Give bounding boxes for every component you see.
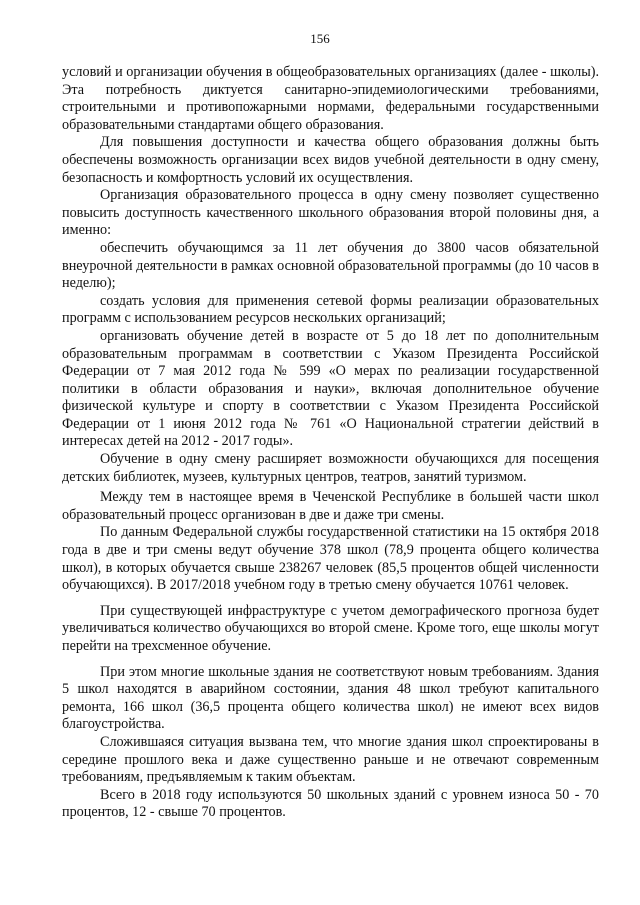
paragraph-3: Организация образовательного процесса в одну смену позволяет существенно повысить доступность качественного школьного образования второй половины дня, а именно: — [62, 187, 599, 239]
paragraph-12: Сложившаяся ситуация вызвана тем, что многие здания школ спроектированы в середине прошлого века и даже существенно раньше и не отвечают современным требованиям, предъявляемым к таким объектам. — [62, 733, 599, 786]
paragraph-5: создать условия для применения сетевой формы реализации образовательных программ с использованием ресурсов нескольких организаций; — [62, 292, 599, 327]
paragraph-2: Для повышения доступности и качества общего образования должны быть обеспечены возможность организации всех видов учебной деятельности в одну смену, безопасность и комфортность условий их осуществления. — [62, 134, 599, 186]
paragraph-11: При этом многие школьные здания не соответствуют новым требованиям. Здания 5 школ находятся в аварийном состоянии, здания 48 школ требуют капитального ремонта, 166 школ (36,5 процента общего количества школ) не имеют всех видов благоустройства. — [62, 663, 599, 733]
page-number: 156 — [310, 31, 330, 46]
paragraph-10: При существующей инфраструктуре с учетом демографического прогноза будет увеличиваться количество обучающихся во второй смене. Кроме того, еще школы могут перейти на трехсменное обучение. — [62, 602, 599, 654]
paragraph-6: организовать обучение детей в возрасте от 5 до 18 лет по дополнительным образовательным программам в соответствии с Указом Президента Российской Федерации от 7 мая 2012 года № 599 «О мерах по реализации государственной политики в области образования и науки», включая дополнительное обучение физической культуре и спорту в соответствии с Указом Президента Российской Федерации от 1 июня 2012 года № 761 «О Национальной стратегии действий в интересах детей на 2012 - 2017 годы». — [62, 327, 599, 450]
paragraph-8: Между тем в настоящее время в Чеченской Республике в большей части школ образовательный процесс организован в две и даже три смены. — [62, 489, 599, 523]
paragraph-9: По данным Федеральной службы государственной статистики на 15 октября 2018 года в две и три смены ведут обучение 378 школ (78,9 процента общего количества школ), в которых обучается свыше 238267 человек (85,5 процентов общей численности обучающихся). В 2017/2018 учебном году в третью смену обучается 10761 человек. — [62, 524, 599, 594]
paragraph-13: Всего в 2018 году используются 50 школьных зданий с уровнем износа 50 - 70 процентов, 12 - свыше 70 процентов. — [62, 786, 599, 821]
paragraph-7: Обучение в одну смену расширяет возможности обучающихся для посещения детских библиотек, музеев, культурных центров, театров, занятий туризмом. — [62, 451, 599, 485]
body-text — [62, 64, 599, 822]
paragraph-1: условий и организации обучения в общеобразовательных организациях (далее - школы). Эта потребность диктуется санитарно-эпидемиологическими требованиями, строительными и противопожарными нормами, федеральными государственными образовательными стандартами общего образования. — [62, 64, 599, 133]
paragraph-4: обеспечить обучающимся за 11 лет обучения до 3800 часов обязательной внеурочной деятельности в рамках основной образовательной программы (до 10 часов в неделю); — [62, 239, 599, 292]
